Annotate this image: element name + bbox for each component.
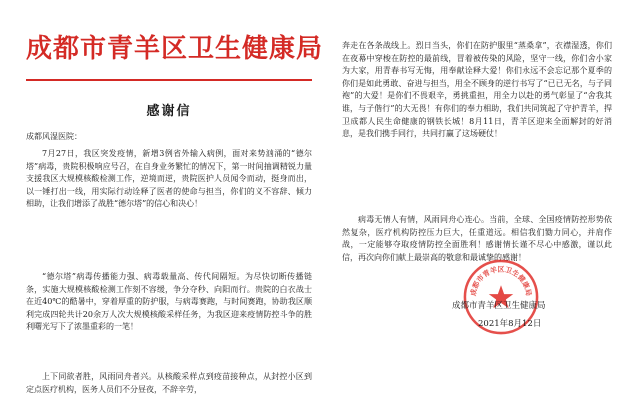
signature-organization: 成都市青羊区卫生健康局: [452, 301, 546, 311]
seal-text: 成都市青羊区卫生健康局: [468, 264, 534, 297]
organization-header: 成都市青羊区卫生健康局: [26, 34, 324, 64]
right-column: [342, 0, 612, 420]
body-paragraph-3-continued: 奔走在各条战线上。烈日当头，你们在防护服里“蒸桑拿”，衣襟湿透，你们在夜幕中穿梭在防控的最前线，冒着被传染的风险，坚守一线，你们舍小家为大家，用青春书写无悔，用奉献诠释大爱！你们永远不会忘记那个夏季的你们是如此勇敢、奋进与担当，用全不顾身的逆行书写了“已已无名，与子同袍”的大爱！是你们不畏艰辛，勇挑重担，用全力以赴的勇气彰显了“舍我其谁，与子偕行”的大无畏！有你们的奉力相助，我们共同筑起了守护青羊，捍卫成都人民生命健康的钢铁长城！8月11日，青羊区迎来全面解封的好消息，是我们携手同行，共同打赢了这场硬仗！: [342, 41, 612, 139]
header-red-rule: [26, 79, 312, 81]
salutation: 成都风湿医院：: [26, 132, 82, 141]
body-paragraph-4: 病毒无情人有情，风雨同舟心连心。当前，全球、全国疫情防控形势依然复杂，医疗机构防控压力巨大，任重道远。相信我们勠力同心，并肩作战，一定能够夺取疫情防控全面胜利！感谢情长谨不尽心中感激，谨以此信，再次向你们献上最崇高的敬意和最诚挚的感谢！: [342, 215, 612, 262]
body-paragraph-3: 上下同欲者胜，风雨同舟者兴。从核酸采样点到疫苗接种点，从封控小区到定点医疗机构，医务人员们不分昼夜，不辞辛劳，: [26, 372, 312, 394]
letter-title: 感谢信: [146, 104, 192, 119]
body-paragraph-2: “德尔塔”病毒传播能力强、病毒载量高、传代间隔短。为尽快切断传播链条，实施大规模核酸检测工作刻不容缓，争分夺秒、向阳而行。贵院的白衣战士在近40℃的酷暑中，穿着厚重的防护服，与病毒赛跑，与时间赛跑，协助我区顺利完成四轮共计20余万人次大规模核酸采样任务，为我区迎来疫情防控斗争的胜利曙光写下了浓墨重彩的一笔！: [26, 272, 312, 332]
signature-date: 2021年8月12日: [478, 319, 542, 329]
body-paragraph-1: 7月27日，我区突发疫情，新增3例省外输入病例，面对来势汹涌的“德尔塔”病毒，贵院积极响应号召，在自身业务繁忙的情况下，第一时间抽调精锐力量支援我区大规模核酸检测工作，逆境而逆，贵院医护人员闻令而动，挺身而出，以一锤打出一线，用实际行动诠释了医者的使命与担当，你们的义不容辞、倾力相助，让我们增添了战胜“德尔塔”的信心和决心！: [26, 149, 312, 209]
left-column: [26, 0, 324, 420]
